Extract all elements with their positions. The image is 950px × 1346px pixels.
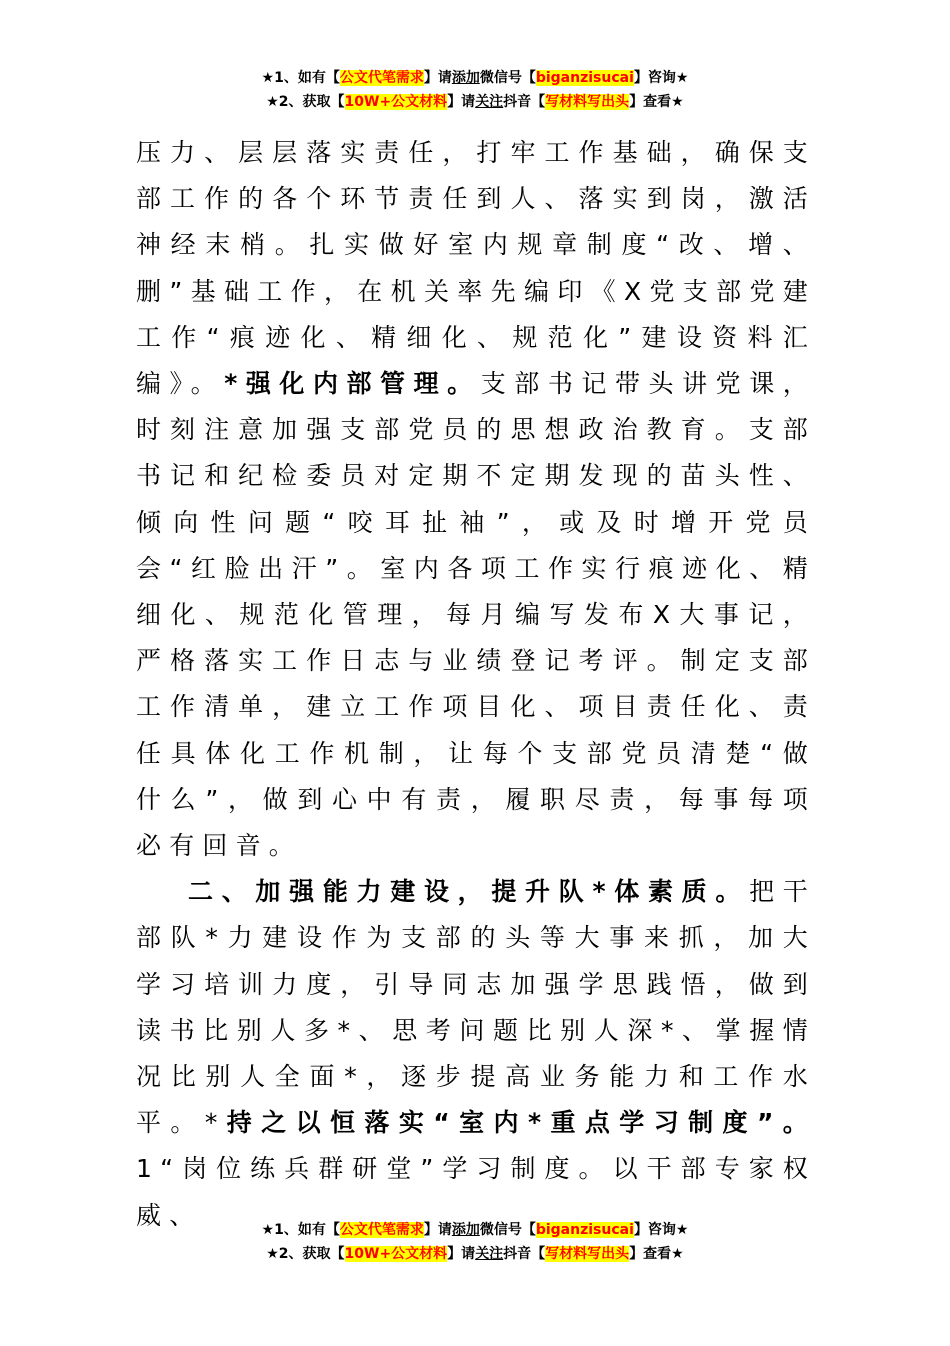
promo-text: ★1、如有【 [261,70,340,86]
section-heading: 二、加强能力建设，提升队*体素质。 [188,877,750,907]
bold-heading: 持之以恒落实“室内*重点学习制度”。 [225,1108,816,1138]
promo-text: 】查看★ [629,94,684,110]
promo-text: 微信号【 [479,1222,536,1238]
promo-wechat-id: biganzisucai [535,1222,634,1238]
promo-text: 】请 [447,94,476,110]
promo-douyin-account: 写材料写出头 [545,1246,630,1262]
bold-heading: *强化内部管理。 [224,369,481,399]
paragraph-1 [136,130,816,869]
paragraph-text: 支部书记带头讲党课，时刻注意加强支部党员的思想政治教育。支部书记和纪检委员对定期不定期发现的苗头性、倾向性问题“咬耳扯袖”，或及时增开党员会“红脸出汗”。室内各项工作实行痕迹化、精细化、规范化管理，每月编写发布X大事记，严格落实工作日志与业绩登记考评。制定支部工作清单，建立工作项目化、项目责任化、责任具体化工作机制，让每个支部党员清楚“做什么”，做到心中有责，履职尽责，每事每项必有回音。 [136,369,816,861]
promo-douyin-account: 写材料写出头 [545,94,630,110]
paragraph-text: 压力、层层落实责任，打牢工作基础，确保支部工作的各个环节责任到人、落实到岗，激活神经末梢。扎实做好室内规章制度“改、增、删”基础工作，在机关率先编印《X党支部党建工作“痕迹化、精细化、规范化”建设资料汇编》。 [136,138,816,399]
promo-text: 】请 [423,1222,452,1238]
promo-text: 】请 [423,70,452,86]
promo-highlight: 10W+公文材料 [344,94,448,110]
promo-line-2 [0,1242,950,1266]
paragraph-text: 1“岗位练兵群研堂”学习制度。以干部专家权威、 [136,1154,816,1230]
promo-text: 微信号【 [479,70,536,86]
promo-line-1 [0,1218,950,1242]
promo-text: 】查看★ [629,1246,684,1262]
paragraph-2 [136,869,816,1239]
promo-underlined: 关注 [475,1246,504,1262]
promo-highlight: 公文代笔需求 [339,70,424,86]
promo-text: 】咨询★ [633,70,689,86]
promo-underlined: 添加 [451,70,480,86]
paragraph-text: 把干部队*力建设作为支部的头等大事来抓，加大学习培训力度，引导同志加强学思践悟，做到读书比别人多*、思考问题比别人深*、掌握情况比别人全面*，逐步提高业务能力和工作水平。* [136,877,817,1138]
promo-text: ★2、获取【 [266,1246,345,1262]
footer-promo-banner [0,1218,950,1266]
promo-text: 抖音【 [503,1246,546,1262]
promo-line-2 [0,90,950,114]
promo-wechat-id: biganzisucai [535,70,634,86]
document-body [136,130,816,1239]
promo-text: ★1、如有【 [261,1222,340,1238]
promo-text: ★2、获取【 [266,94,345,110]
promo-text: 】请 [447,1246,476,1262]
promo-text: 抖音【 [503,94,546,110]
promo-highlight: 公文代笔需求 [339,1222,424,1238]
header-promo-banner [0,66,950,114]
promo-line-1 [0,66,950,90]
promo-underlined: 关注 [475,94,504,110]
promo-highlight: 10W+公文材料 [344,1246,448,1262]
promo-text: 】咨询★ [633,1222,689,1238]
promo-underlined: 添加 [451,1222,480,1238]
